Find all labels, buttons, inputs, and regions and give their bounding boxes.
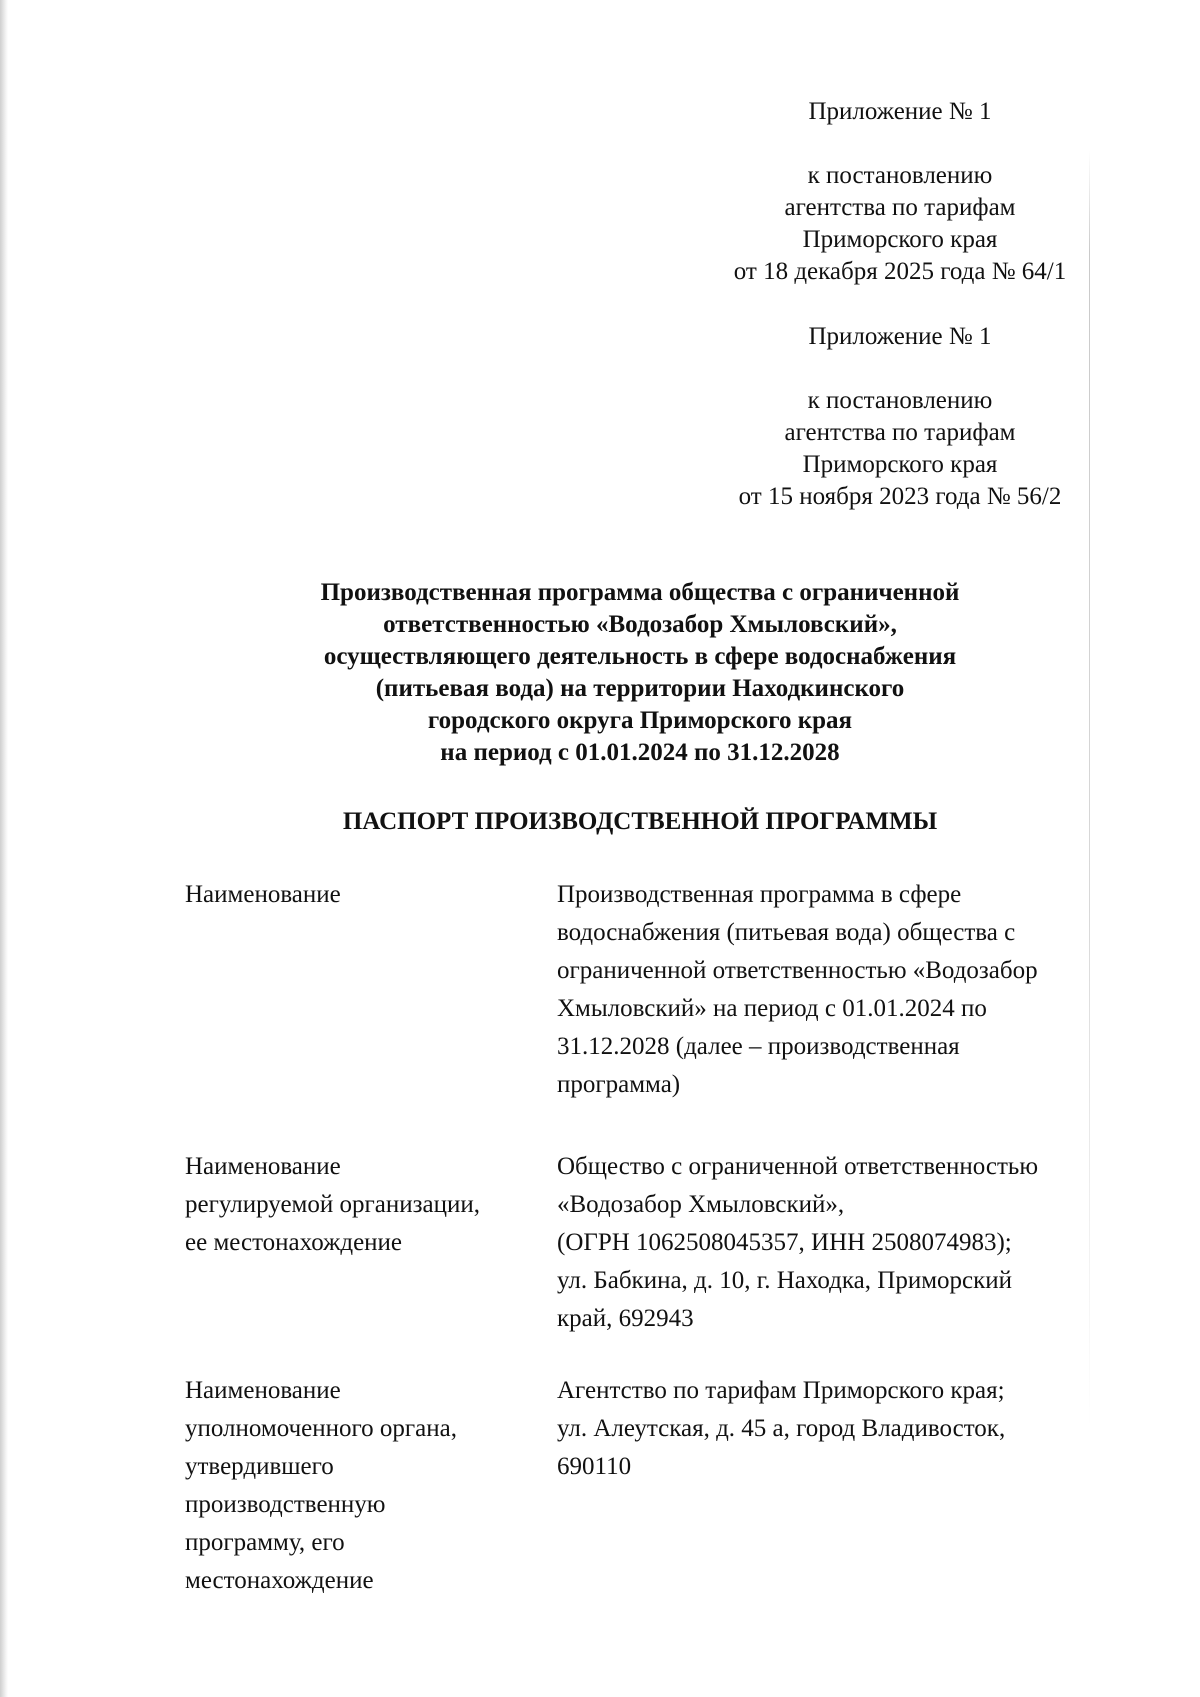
program-title-line: городского округа Приморского края	[427, 707, 853, 734]
program-title	[160, 577, 1120, 769]
appendix-line: к постановлению	[807, 387, 993, 414]
passport-row-value	[557, 1372, 1117, 1486]
program-title-line: осуществляющего деятельность в сфере водоснабжения	[323, 643, 957, 670]
label-line: Наименование	[185, 1377, 341, 1404]
appendix-date: от 18 декабря 2025 года № 64/1	[733, 258, 1067, 285]
passport-row-label	[185, 876, 535, 914]
label-line: производственную	[185, 1491, 386, 1518]
appendix-header-current	[680, 96, 1120, 288]
appendix-line: агентства по тарифам	[784, 194, 1016, 221]
value-line: ограниченной ответственностью «Водозабор	[557, 957, 1038, 984]
program-title-line: (питьевая вода) на территории Находкинского	[375, 675, 905, 702]
passport-row-label	[185, 1148, 535, 1262]
value-line: «Водозабор Хмыловский»,	[557, 1191, 845, 1218]
value-line: (ОГРН 1062508045357, ИНН 2508074983);	[557, 1229, 1012, 1256]
value-line: Производственная программа в сфере	[557, 881, 962, 908]
passport-heading: ПАСПОРТ ПРОИЗВОДСТВЕННОЙ ПРОГРАММЫ	[342, 808, 938, 835]
value-line: 31.12.2028 (далее – производственная	[557, 1033, 960, 1060]
value-line: Хмыловский» на период с 01.01.2024 по	[557, 995, 987, 1022]
value-line: Агентство по тарифам Приморского края;	[557, 1377, 1005, 1404]
passport-row-label	[185, 1372, 535, 1600]
appendix-line: Приморского края	[802, 451, 998, 478]
label-line: регулируемой организации,	[185, 1191, 480, 1218]
value-line: Общество с ограниченной ответственностью	[557, 1153, 1038, 1180]
label-line: местонахождение	[185, 1567, 374, 1594]
appendix-line: агентства по тарифам	[784, 419, 1016, 446]
value-line: программа)	[557, 1071, 681, 1098]
appendix-number: Приложение № 1	[808, 323, 992, 350]
value-line: ул. Бабкина, д. 10, г. Находка, Приморский	[557, 1267, 1013, 1294]
label-line: программу, его	[185, 1529, 345, 1556]
label-line: Наименование	[185, 1153, 341, 1180]
label-line: Наименование	[185, 881, 341, 908]
program-title-line: на период с 01.01.2024 по 31.12.2028	[440, 739, 840, 766]
passport-row-value	[557, 1148, 1117, 1338]
label-line: утвердившего	[185, 1453, 334, 1480]
value-line: край, 692943	[557, 1305, 694, 1332]
program-title-line: ответственностью «Водозабор Хмыловский»,	[383, 611, 897, 638]
value-line: 690110	[557, 1453, 632, 1480]
appendix-line: Приморского края	[802, 226, 998, 253]
label-line: уполномоченного органа,	[185, 1415, 457, 1442]
appendix-date: от 15 ноября 2023 года № 56/2	[738, 483, 1062, 510]
appendix-header-previous	[680, 321, 1120, 513]
label-line: ее местонахождение	[185, 1229, 403, 1256]
appendix-line: к постановлению	[807, 162, 993, 189]
appendix-number: Приложение № 1	[808, 98, 992, 125]
program-title-line: Производственная программа общества с ограниченной	[320, 579, 960, 606]
value-line: ул. Алеутская, д. 45 а, город Владивосток,	[557, 1415, 1006, 1442]
value-line: водоснабжения (питьевая вода) общества с	[557, 919, 1016, 946]
passport-row-value	[557, 876, 1117, 1104]
scan-edge-shadow	[0, 0, 8, 1697]
